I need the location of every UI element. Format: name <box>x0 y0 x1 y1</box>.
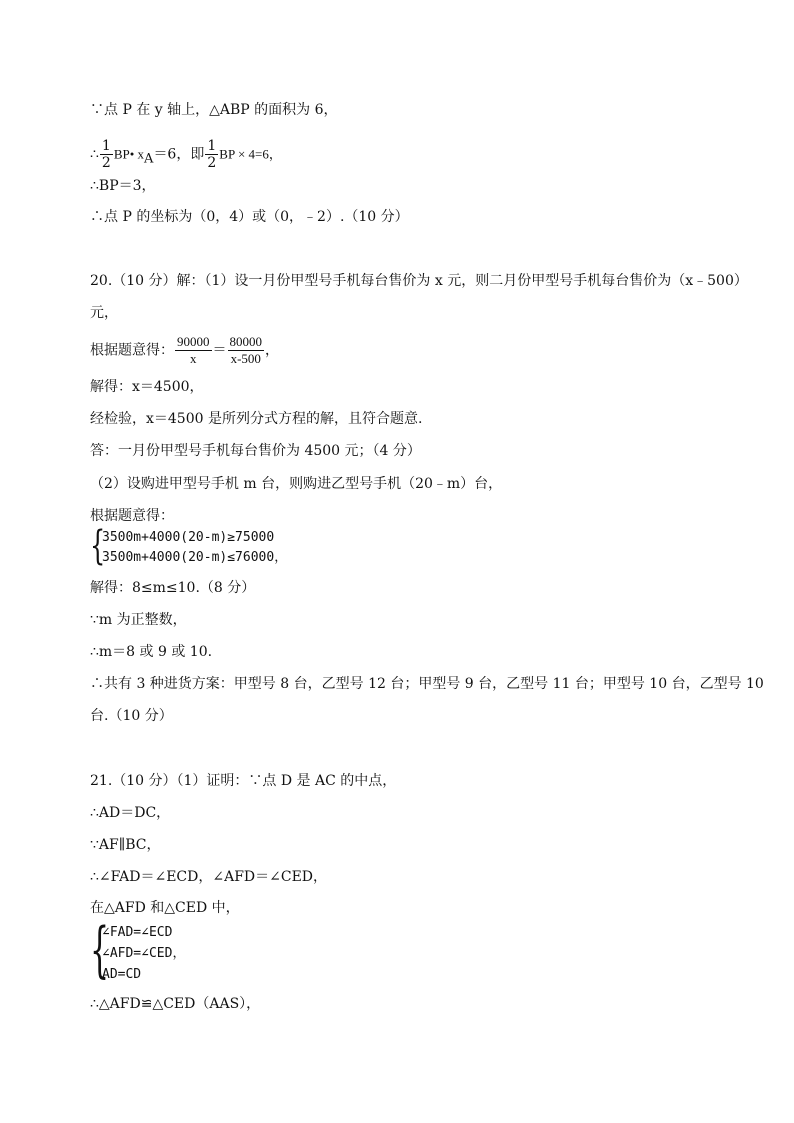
condition-row-1: ∠FAD=∠ECD <box>102 925 173 940</box>
expr-bp-xa: BP• x <box>113 146 145 162</box>
congruence-system <box>90 915 290 986</box>
text-line: ∴m＝8 或 9 或 10. <box>90 644 213 660</box>
text-line: 解得：8≤m≤10.（8 分） <box>90 580 256 596</box>
text-line: ∴AD＝DC， <box>90 805 171 821</box>
text-line: ∵AF∥BC， <box>90 837 161 853</box>
text-line: 答：一月份甲型号手机每台售价为 4500 元；（4 分） <box>90 443 421 459</box>
text-line: ∴∠FAD＝∠ECD，∠AFD＝∠CED， <box>90 869 328 885</box>
text-line-area-equation <box>90 138 282 171</box>
text-line: ∴BP＝3， <box>90 178 156 194</box>
therefore-symbol: ∴ <box>90 146 99 163</box>
fraction-half-2: $\frac{1}{2}$ <box>207 138 217 171</box>
text-line: 元， <box>90 305 118 321</box>
inequality-row-2: 3500m+4000(20-m)≤76000， <box>102 550 288 565</box>
text-line: 根据题意得： <box>90 508 174 524</box>
text-line: 解得：x＝4500， <box>90 379 204 395</box>
text-line: ∴△AFD≌△CED（AAS）， <box>90 996 261 1012</box>
text-line-fraction-equation: 根据题意得： $\frac{90000}{x}$ ＝ $\frac{80000}{x-500}$ ， <box>90 334 279 366</box>
text-line: ∴共有 3 种进货方案：甲型号 8 台，乙型号 12 台；甲型号 9 台，乙型号 11 台；甲型号 10 台，乙型号 10 <box>90 676 764 692</box>
left-brace: { <box>90 523 106 569</box>
expr-equals-six: ＝6，即 <box>153 146 205 163</box>
expr-bp-times-four: BP × 4=6， <box>219 146 282 162</box>
fraction-90000-over-x: $\frac{90000}{x}$ <box>177 334 210 366</box>
inequality-system <box>90 523 350 570</box>
condition-row-2: ∠AFD=∠CED， <box>102 946 186 961</box>
condition-row-3: AD=CD <box>102 967 142 982</box>
text-line: （2）设购进甲型号手机 m 台，则购进乙型号手机（20﹣m）台， <box>90 476 503 492</box>
left-brace: { <box>90 915 110 985</box>
text-line: 台.（10 分） <box>90 708 173 724</box>
text-line: ∵点 P 在 y 轴上，△ABP 的面积为 6， <box>90 102 338 118</box>
fraction-80000-over-x-500: $\frac{80000}{x-500}$ <box>229 334 262 366</box>
question-20-heading: 20.（10 分）解：（1）设一月份甲型号手机每台售价为 x 元，则二月份甲型号手机每台售价为（x﹣500） <box>90 273 748 289</box>
question-21-heading: 21.（10 分）（1）证明：∵点 D 是 AC 的中点， <box>90 773 397 789</box>
text-line: 在△AFD 和△CED 中， <box>90 900 240 916</box>
text-line: ∴点 P 的坐标为（0，4）或（0，﹣2）.（10 分） <box>90 209 409 225</box>
text-line: ∵m 为正整数， <box>90 612 187 628</box>
text-line: 经检验，x＝4500 是所列分式方程的解，且符合题意. <box>90 411 423 427</box>
subscript-a: A <box>144 151 154 167</box>
inequality-row-1: 3500m+4000(20-m)≥75000 <box>102 530 275 545</box>
fraction-half: $\frac{1}{2}$ <box>101 138 111 171</box>
